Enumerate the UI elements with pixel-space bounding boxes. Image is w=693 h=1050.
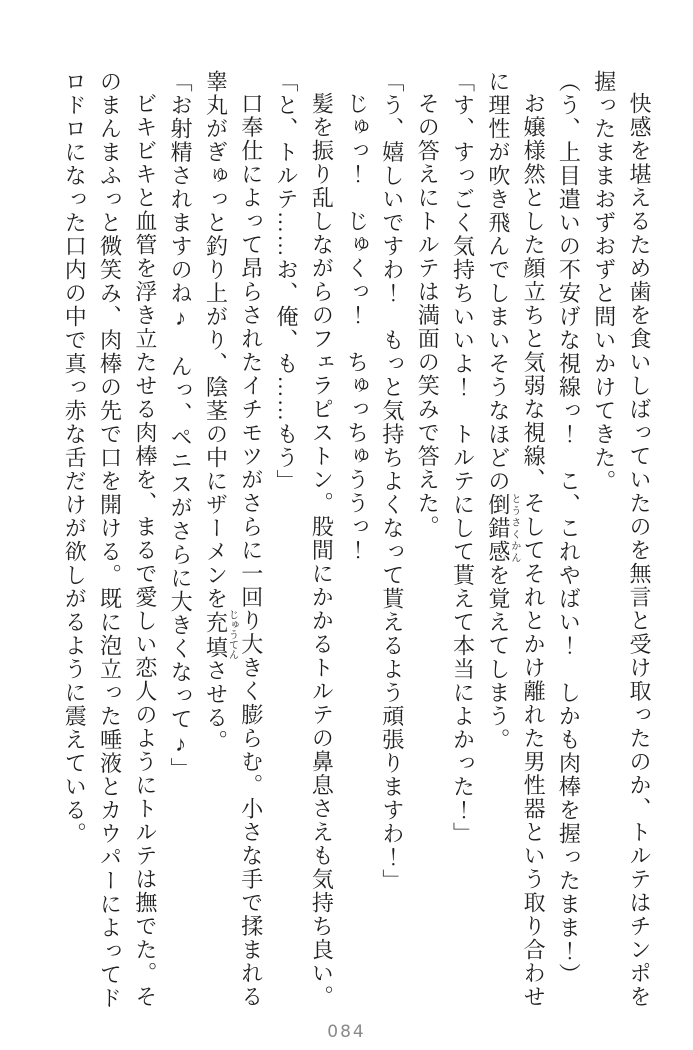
paragraph: 「お射精されますのね♪ んっ、ペニスがさらに大きくなって♪」 [168,70,194,781]
paragraph: 口奉仕によって昂らされたイチモツがさらに一回り大きく膨らむ。小さな手で揉まれる睾丸がぎゅっと釣り上がり、陰茎の中にザーメンを充填じゅうてんさせる。 [203,70,264,1009]
paragraph: 「と、トルテ……お、俺、も……もう」 [274,70,300,493]
paragraph: （う、上目遣いの不安げな視線っ！ こ、これやばい！ しかも肉棒を握ったまま！） [556,70,582,987]
paragraph: 「す、すっごく気持ちいいよ！ トルテにして貰えて本当によかった！」 [450,70,476,846]
paragraph: じゅっ！ じゅくっ！ ちゅっちゅううっ！ [344,92,370,562]
paragraph: 「う、嬉しいですわ！ もっと気持ちよくなって貰えるよう頑張りますわ！」 [379,70,405,893]
page-number: 084 [327,1022,366,1042]
paragraph: 快感を堪えるため歯を食いしばっていたのを無言と受け取ったのか、トルテはチンポを握ったままおずおずと問いかけてきた。 [591,70,652,1009]
paragraph: 髪を振り乱しながらのフェラピストン。股間にかかるトルテの鼻息さえも気持ち良い。 [309,92,335,1009]
paragraph: ビキビキと血管を浮き立たせる肉棒を、まるで愛しい恋人のようにトルテは撫でた。そのまんまふっと微笑み、肉棒の先で口を開ける。既に泡立った唾液とカウパーによってドロドロになった口内の中で真っ赤な舌だけが欲しがるように震えている。 [62,70,158,1010]
paragraph: お嬢様然とした顔立ちと気弱な視線、そしてそれとかけ離れた男性器という取り合わせに理性が吹き飛んでしまいそうなほどの倒錯感とうさくかんを覚えてしまう。 [485,70,547,1009]
paragraph: その答えにトルテは満面の笑みで答えた。 [415,92,441,539]
furigana-term: 充填じゅうてん [203,609,238,660]
body-text [53,70,657,1018]
furigana-term: 倒錯感とうさくかん [485,493,520,564]
